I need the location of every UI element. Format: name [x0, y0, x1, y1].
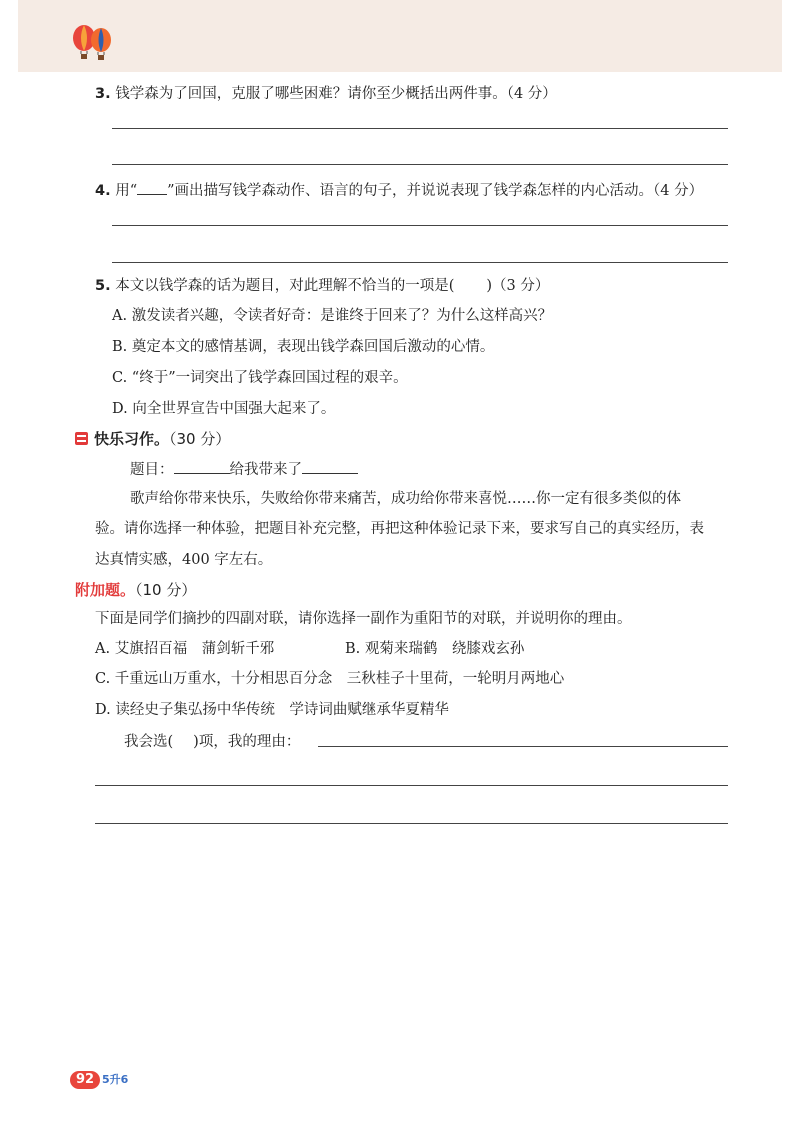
- book-code: 5升6: [102, 1073, 129, 1086]
- writing-topic-label: 题目：: [130, 462, 174, 478]
- extra-title: 附加题。: [75, 581, 136, 599]
- topic-blank-1[interactable]: [174, 459, 230, 474]
- writing-topic-middle: 给我带来了: [229, 462, 302, 478]
- section-three-icon: [75, 432, 88, 445]
- page-number-badge: 92: [70, 1071, 100, 1089]
- question-3-text: 钱学森为了回国，克服了哪些困难？请你至少概括出两件事。（4 分）: [115, 86, 557, 102]
- question-4-suffix: ”画出描写钱学森动作、语言的句子，并说说表现了钱学森怎样的内心活动。（4 分）: [167, 183, 704, 199]
- extra-score: （10 分）: [135, 581, 197, 599]
- question-3: [95, 84, 557, 104]
- answer-line-q3-2[interactable]: [112, 164, 728, 165]
- topic-blank-2[interactable]: [302, 459, 358, 474]
- couplet-option-d: D. 读经史子集弘扬中华传统 学诗词曲赋继承华夏精华: [95, 702, 449, 718]
- extra-intro: 下面是同学们摘抄的四副对联，请你选择一副作为重阳节的对联，并说明你的理由。: [95, 611, 632, 627]
- question-3-number: 3.: [95, 86, 111, 102]
- question-5-text-after: )（3 分）: [486, 278, 550, 294]
- question-4-prefix: 用“: [115, 183, 138, 199]
- hot-air-balloon-icon: [70, 24, 114, 64]
- writing-score: （30 分）: [169, 430, 231, 448]
- couplet-option-b: B. 观菊来瑞鹤 绕膝戏玄孙: [345, 641, 525, 657]
- question-5-option-a: A. 激发读者兴趣，令读者好奇：是谁终于回来了？为什么这样高兴？: [112, 308, 553, 324]
- extra-answer-prefix: 我会选(: [124, 734, 174, 750]
- writing-topic: [130, 459, 358, 480]
- answer-line-q4-2[interactable]: [112, 262, 728, 263]
- extra-reason-line-3[interactable]: [95, 823, 728, 824]
- question-4-number: 4.: [95, 183, 111, 199]
- writing-instructions-line-2: 验。请你选择一种体验，把题目补充完整，再把这种体验记录下来，要求写自己的真实经历，表: [95, 521, 704, 537]
- extra-section-title: [75, 580, 196, 600]
- answer-line-q4-1[interactable]: [112, 225, 728, 226]
- question-5: [95, 276, 549, 296]
- underline-sample-blank: [137, 180, 167, 195]
- answer-line-q3-1[interactable]: [112, 128, 728, 129]
- writing-instructions-line-3: 达真情实感，400 字左右。: [95, 552, 273, 568]
- writing-title: 快乐习作。: [94, 430, 170, 448]
- question-5-option-d: D. 向全世界宣告中国强大起来了。: [112, 401, 336, 417]
- writing-instructions-line-1: 歌声给你带来快乐，失败给你带来痛苦，成功给你带来喜悦……你一定有很多类似的体: [130, 491, 681, 507]
- question-5-text-before: 本文以钱学森的话为题目，对此理解不恰当的一项是(: [115, 278, 455, 294]
- writing-section-title: [94, 429, 230, 449]
- extra-reason-line-2[interactable]: [95, 785, 728, 786]
- question-5-option-c: C. “终于”一词突出了钱学森回国过程的艰辛。: [112, 370, 408, 386]
- question-5-number: 5.: [95, 278, 111, 294]
- extra-answer-suffix: )项，我的理由：: [193, 734, 301, 750]
- question-5-option-b: B. 奠定本文的感情基调，表现出钱学森回国后激动的心情。: [112, 339, 495, 355]
- couplet-option-c: C. 千重远山万重水，十分相思百分念 三秋桂子十里荷，一轮明月两地心: [95, 671, 565, 687]
- header-band: [18, 0, 782, 72]
- question-4: [95, 180, 703, 201]
- extra-answer-prompt: [124, 732, 300, 752]
- extra-reason-line-1[interactable]: [318, 746, 728, 747]
- couplet-option-a: A. 艾旗招百福 蒲剑斩千邪: [95, 641, 275, 657]
